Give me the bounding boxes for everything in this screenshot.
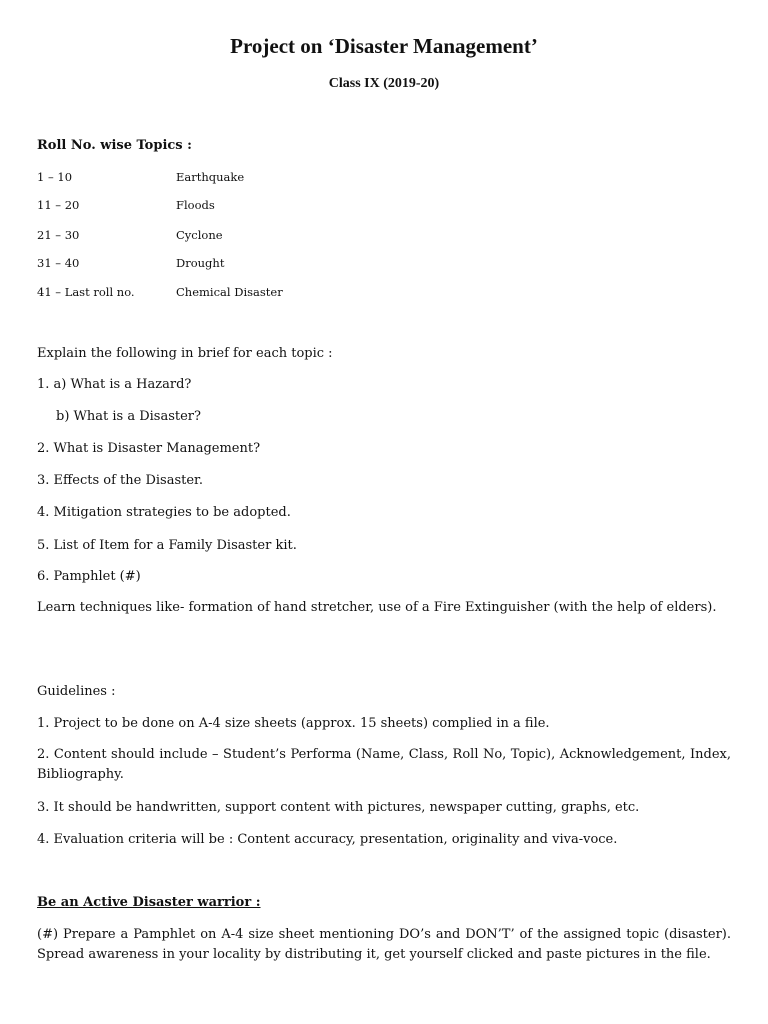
topics-heading: Roll No. wise Topics : (37, 138, 192, 153)
topic-range: 11 – 20 (37, 198, 80, 212)
guideline-item: 2. Content should include – Student’s Performa (Name, Class, Roll No, Topic), Acknowledgement, Index, Bibliography. (37, 747, 731, 782)
topic-name: Earthquake (176, 170, 245, 184)
topic-row (37, 285, 283, 299)
topic-row (37, 170, 244, 184)
warrior-text: (#) Prepare a Pamphlet on A-4 size sheet mentioning DO’s and DON’T’ of the assigned topic (disaster). Spread awareness in your locality by distributing it, get yourself clicked and paste pictures in the file. (37, 927, 731, 962)
question-item: b) What is a Disaster? (56, 409, 201, 424)
topic-name: Cyclone (176, 228, 223, 242)
document-subtitle: Class IX (2019-20) (328, 76, 440, 91)
topic-row (37, 198, 215, 212)
question-item: 1. a) What is a Hazard? (37, 377, 192, 392)
topic-range: 31 – 40 (37, 256, 80, 270)
topic-range: 21 – 30 (37, 228, 80, 242)
question-item: 4. Mitigation strategies to be adopted. (37, 505, 291, 520)
question-item: 5. List of Item for a Family Disaster kit. (37, 538, 297, 553)
guideline-item: 4. Evaluation criteria will be : Content accuracy, presentation, originality and viva-voce. (37, 832, 618, 847)
question-item: 2. What is Disaster Management? (37, 441, 261, 456)
guideline-item: 3. It should be handwritten, support content with pictures, newspaper cutting, graphs, etc. (37, 800, 640, 815)
document-title: Project on ‘Disaster Management’ (230, 34, 538, 58)
question-item: 6. Pamphlet (#) (37, 569, 141, 584)
topic-range: 41 – Last roll no. (37, 285, 135, 299)
topic-name: Floods (176, 198, 215, 212)
question-item: 3. Effects of the Disaster. (37, 473, 203, 488)
explain-intro: Explain the following in brief for each topic : (37, 346, 333, 361)
topic-name: Chemical Disaster (176, 285, 283, 299)
guidelines-heading: Guidelines : (37, 684, 116, 699)
topic-range: 1 – 10 (37, 170, 73, 184)
guideline-item: 1. Project to be done on A-4 size sheets (approx. 15 sheets) complied in a file. (37, 716, 550, 731)
warrior-heading: Be an Active Disaster warrior : (37, 895, 261, 910)
topic-row (37, 256, 224, 270)
learn-techniques-text: Learn techniques like- formation of hand stretcher, use of a Fire Extinguisher (with the help of elders). (37, 600, 717, 615)
topic-row (37, 228, 223, 242)
topic-name: Drought (176, 256, 225, 270)
